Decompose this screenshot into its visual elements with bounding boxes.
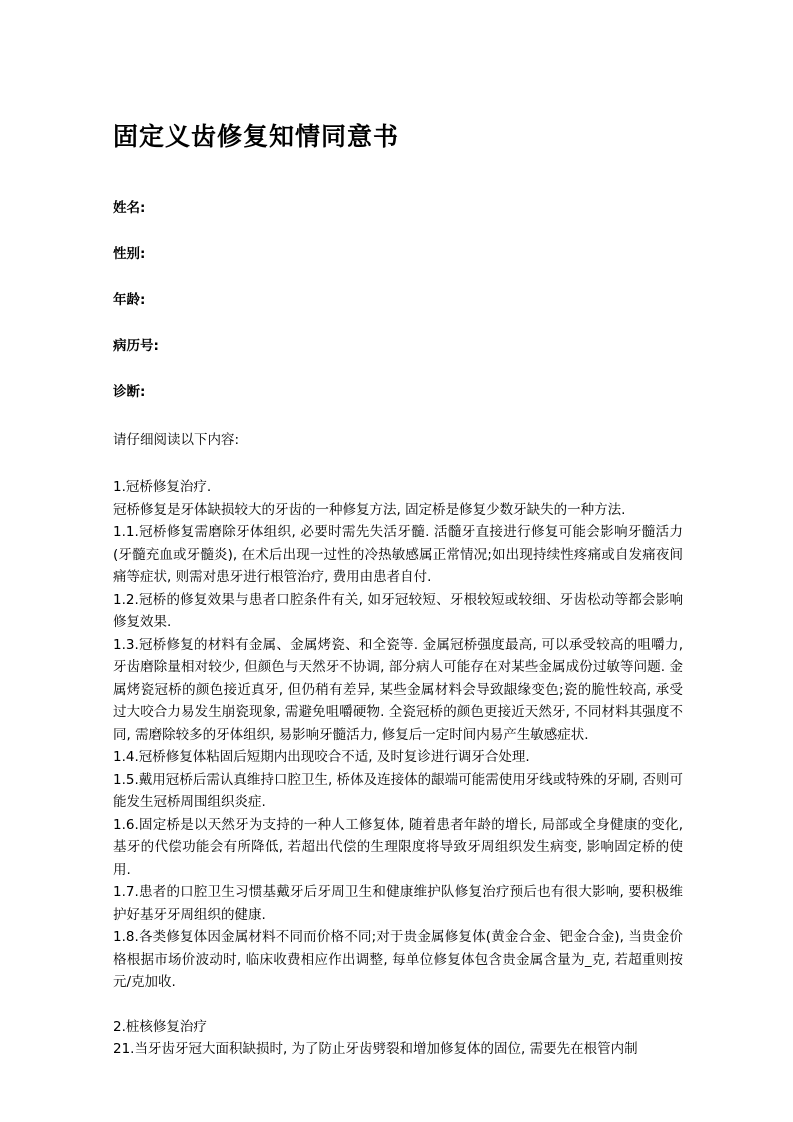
page-title: 固定义齿修复知情同意书 <box>113 122 400 151</box>
section-1-heading: 1.冠桥修复治疗. <box>113 479 212 495</box>
section-1-paragraph-1: 1.1.冠桥修复需磨除牙体组织, 必要时需先失活牙髓. 活髓牙直接进行修复可能会影响牙髓活力(牙髓充血或牙髓炎), 在术后出现一过性的冷热敏感属正常情况;如出现持续性疼痛或自发痛夜间痛等症状, 则需对患牙进行根管治疗, 费用由患者自付. <box>113 524 683 585</box>
section-1-paragraph-3: 1.3.冠桥修复的材料有金属、金属烤瓷、和全瓷等. 金属冠桥强度最高, 可以承受较高的咀嚼力, 牙齿磨除量相对较少, 但颜色与天然牙不协调, 部分病人可能存在对某些金属成份过敏等问题. 金属烤瓷冠桥的颜色接近真牙, 但仍稍有差异, 某些金属材料会导致龈缘变色;瓷的脆性较高, 承受过大咬合力易发生崩瓷现象, 需避免咀嚼硬物. 全瓷冠桥的颜色更接近天然牙, 不同材料其强度不同, 需磨除较多的牙体组织, 易影响牙髓活力, 修复后一定时间内易产生敏感症状. <box>113 636 683 743</box>
field-diagnosis: 诊断: <box>113 384 146 400</box>
section-1-paragraph-7: 1.7.患者的口腔卫生习惯基戴牙后牙周卫生和健康维护队修复治疗预后也有很大影响, 要积极维护好基牙牙周组织的健康. <box>113 884 683 923</box>
reading-instruction: 请仔细阅读以下内容: <box>113 432 240 448</box>
field-record-number: 病历号: <box>113 338 159 354</box>
section-spacer <box>113 994 683 1016</box>
section-1-paragraph-6: 1.6.固定桥是以天然牙为支持的一种人工修复体, 随着患者年龄的增长, 局部或全身健康的变化, 基牙的代偿功能会有所降低, 若超出代偿的生理限度将导致牙周组织发生病变, 影响固定桥的使用. <box>113 816 683 878</box>
section-1-paragraph-5: 1.5.戴用冠桥后需认真维持口腔卫生, 桥体及连接体的龈端可能需使用牙线或特殊的牙刷, 否则可能发生冠桥周围组织炎症. <box>113 771 683 810</box>
field-name: 姓名: <box>113 200 146 216</box>
section-1-paragraph-0: 冠桥修复是牙体缺损较大的牙齿的一种修复方法, 固定桥是修复少数牙缺失的一种方法. <box>113 501 626 518</box>
section-1-paragraph-2: 1.2.冠桥的修复效果与患者口腔条件有关, 如牙冠较短、牙根较短或较细、牙齿松动等都会影响修复效果. <box>113 591 683 630</box>
section-1-paragraph-8: 1.8.各类修复体因金属材料不同而价格不同;对于贵金属修复体(黄金合金、钯金合金), 当贵金价格根据市场价波动时, 临床收费相应作出调整, 每单位修复体包含贵金属含量为_克, 若超重则按元/克加收. <box>113 929 683 990</box>
document-content <box>113 120 683 1061</box>
field-age: 年龄: <box>113 292 146 308</box>
section-1-paragraph-4: 1.4.冠桥修复体粘固后短期内出现咬合不适, 及时复诊进行调牙合处理. <box>113 749 530 765</box>
section-2-paragraph-0: 21.当牙齿牙冠大面积缺损时, 为了防止牙齿劈裂和增加修复体的固位, 需要先在根管内制 <box>113 1041 638 1057</box>
section-2-heading: 2.桩核修复治疗 <box>113 1018 207 1035</box>
field-gender: 性别: <box>113 246 146 262</box>
